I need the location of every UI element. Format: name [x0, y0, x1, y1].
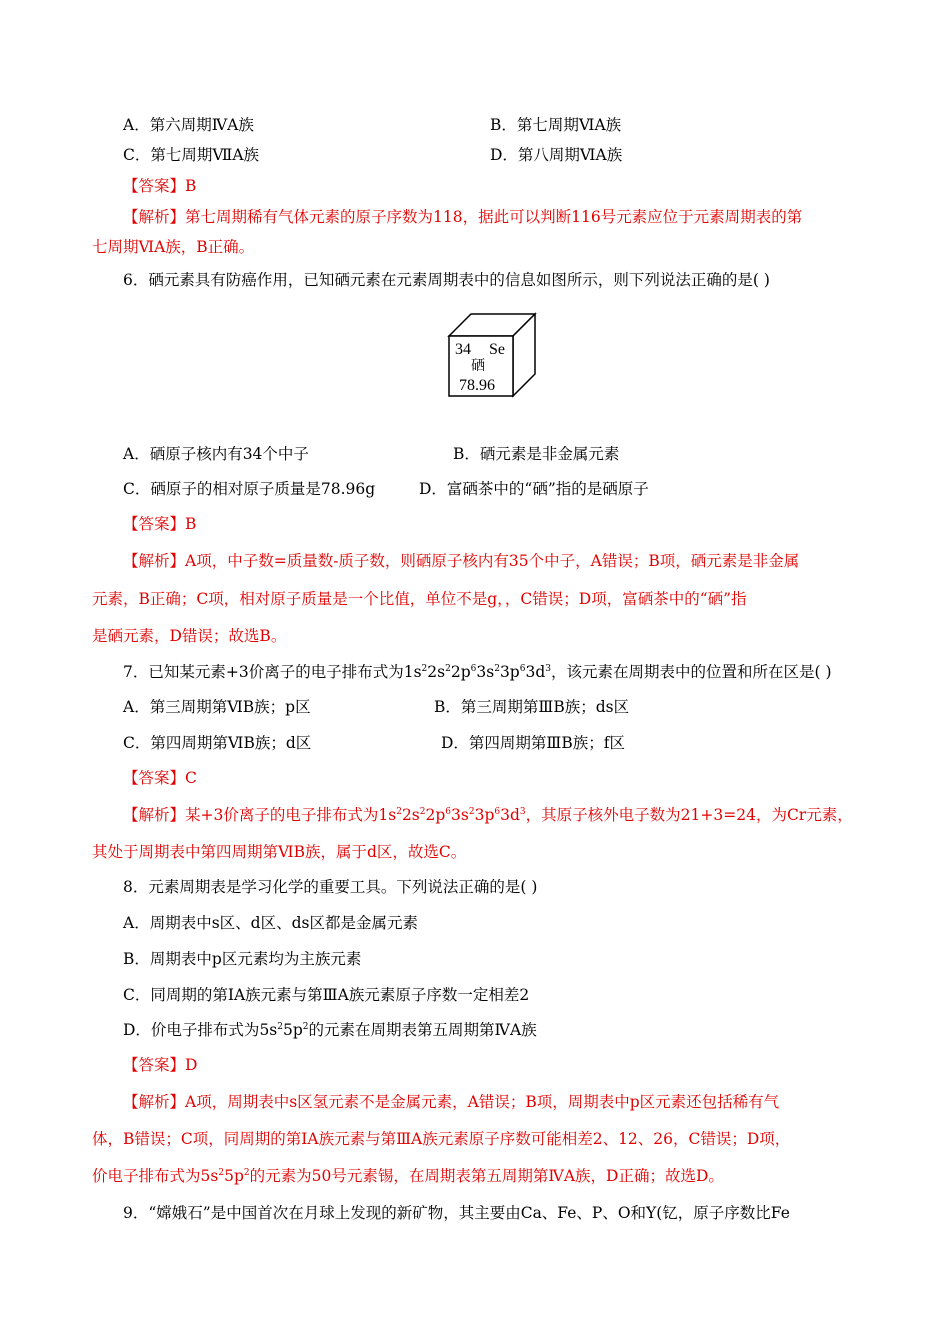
- stem-text: 7．已知某元素+3价离子的电子排布式为: [123, 663, 404, 681]
- answer-tag: 【答案】: [123, 769, 186, 787]
- q7-analysis-line-2: 其处于周期表中第四周期第ⅥB族，属于d区，故选C。: [92, 843, 467, 861]
- q5-analysis-line-1: [123, 207, 802, 227]
- answer-value: D: [185, 1056, 198, 1074]
- q6-analysis-line-1: [123, 551, 799, 571]
- q9-stem: 9．“嫦娥石”是中国首次在月球上发现的新矿物，其主要由Ca、Fe、P、O和Y(钇，原子序数比Fe: [123, 1204, 790, 1222]
- element-symbol: Se: [489, 341, 505, 358]
- q5-option-b: B．第七周期ⅥA族: [490, 116, 622, 134]
- analysis-tag: 【解析】: [123, 1093, 186, 1111]
- analysis-text: A项，周期表中s区氢元素不是金属元素，A错误；B项，周期表中p区元素还包括稀有气: [185, 1093, 780, 1111]
- q5-option-d: D．第八周期ⅥA族: [490, 146, 623, 164]
- q5-answer: [123, 176, 196, 196]
- analysis-text: A项，中子数=质量数-质子数，则硒原子核内有35个中子，A错误；B项，硒元素是非金属: [185, 552, 800, 570]
- answer-tag: 【答案】: [123, 515, 186, 533]
- q5-option-a: A．第六周期ⅣA族: [123, 116, 254, 134]
- stem-text: ，该元素在周期表中的位置和所在区是( ): [551, 663, 832, 681]
- q6-answer: [123, 514, 196, 534]
- q5-analysis-line-2: 七周期ⅥA族，B正确。: [92, 238, 255, 256]
- q7-option-b: B．第三周期第ⅢB族；ds区: [434, 698, 630, 716]
- option-text: 的元素在周期表第五周期第ⅣA族: [308, 1021, 537, 1039]
- q8-analysis-line-2: 体，B错误；C项，同周期的第ⅠA族元素与第ⅢA族元素原子序数可能相差2、12、26，C错误；D项，: [92, 1130, 791, 1148]
- selenium-element-card: [447, 312, 539, 398]
- q7-option-a: A．第三周期第ⅥB族；p区: [123, 698, 311, 716]
- q5-option-c: C．第七周期ⅦA族: [123, 146, 260, 164]
- q6-option-b: B．硒元素是非金属元素: [453, 445, 620, 463]
- analysis-text: ，其原子核外电子数为21+3=24，为Cr元素，: [525, 806, 853, 824]
- analysis-tag: 【解析】: [123, 208, 186, 226]
- valence-configuration: $5s^25p^2$: [259, 1021, 309, 1039]
- answer-value: B: [185, 177, 197, 195]
- answer-value: C: [185, 769, 197, 787]
- electron-configuration: $1s^22s^22p^63s^23p^63d^3$: [378, 806, 526, 824]
- element-name: 硒: [471, 359, 485, 374]
- q7-answer: [123, 768, 197, 788]
- q7-option-c: C．第四周期第ⅥB族；d区: [123, 734, 312, 752]
- q8-option-a: A．周期表中s区、d区、ds区都是金属元素: [123, 914, 418, 932]
- answer-value: B: [185, 515, 197, 533]
- answer-tag: 【答案】: [123, 1056, 186, 1074]
- analysis-tag: 【解析】: [123, 552, 186, 570]
- element-number: 34: [455, 341, 471, 358]
- analysis-text: 的元素为50号元素锡，在周期表第五周期第ⅣA族，D正确；故选D。: [249, 1167, 724, 1185]
- analysis-text: 第七周期稀有气体元素的原子序数为118，据此可以判断116号元素应位于元素周期表的第: [185, 208, 803, 226]
- analysis-text: 价电子排布式为: [92, 1167, 201, 1185]
- q6-option-c: C．硒原子的相对原子质量是78.96g: [123, 480, 376, 498]
- element-mass: 78.96: [459, 377, 495, 394]
- option-text: D．价电子排布式为: [123, 1021, 260, 1039]
- valence-configuration: $5s^25p^2$: [200, 1167, 250, 1185]
- q6-analysis-line-3: 是硒元素，D错误；故选B。: [92, 627, 287, 645]
- q6-option-a: A．硒原子核内有34个中子: [123, 445, 309, 463]
- electron-configuration: $1s^22s^22p^63s^23p^63d^3$: [403, 663, 551, 681]
- q7-option-d: D．第四周期第ⅢB族；f区: [441, 734, 626, 752]
- q6-stem: 6．硒元素具有防癌作用，已知硒元素在元素周期表中的信息如图所示，则下列说法正确的是( ): [123, 271, 770, 289]
- q8-option-c: C．同周期的第ⅠA族元素与第ⅢA族元素原子序数一定相差2: [123, 986, 530, 1004]
- q8-analysis-line-3: [92, 1166, 724, 1186]
- q8-stem: 8．元素周期表是学习化学的重要工具。下列说法正确的是( ): [123, 878, 538, 896]
- q7-analysis-line-1: [123, 805, 853, 825]
- q8-option-d: [123, 1020, 537, 1040]
- q6-analysis-line-2: 元素，B正确；C项，相对原子质量是一个比值，单位不是g，，C错误；D项，富硒茶中的“硒”指: [92, 590, 747, 608]
- answer-tag: 【答案】: [123, 177, 186, 195]
- q7-stem: [123, 662, 832, 682]
- analysis-tag: 【解析】: [123, 806, 186, 824]
- analysis-text: 某+3价离子的电子排布式为: [185, 806, 379, 824]
- q8-option-b: B．周期表中p区元素均为主族元素: [123, 950, 362, 968]
- q8-answer: [123, 1055, 197, 1075]
- q6-option-d: D．富硒茶中的“硒”指的是硒原子: [419, 480, 649, 498]
- q8-analysis-line-1: [123, 1092, 779, 1112]
